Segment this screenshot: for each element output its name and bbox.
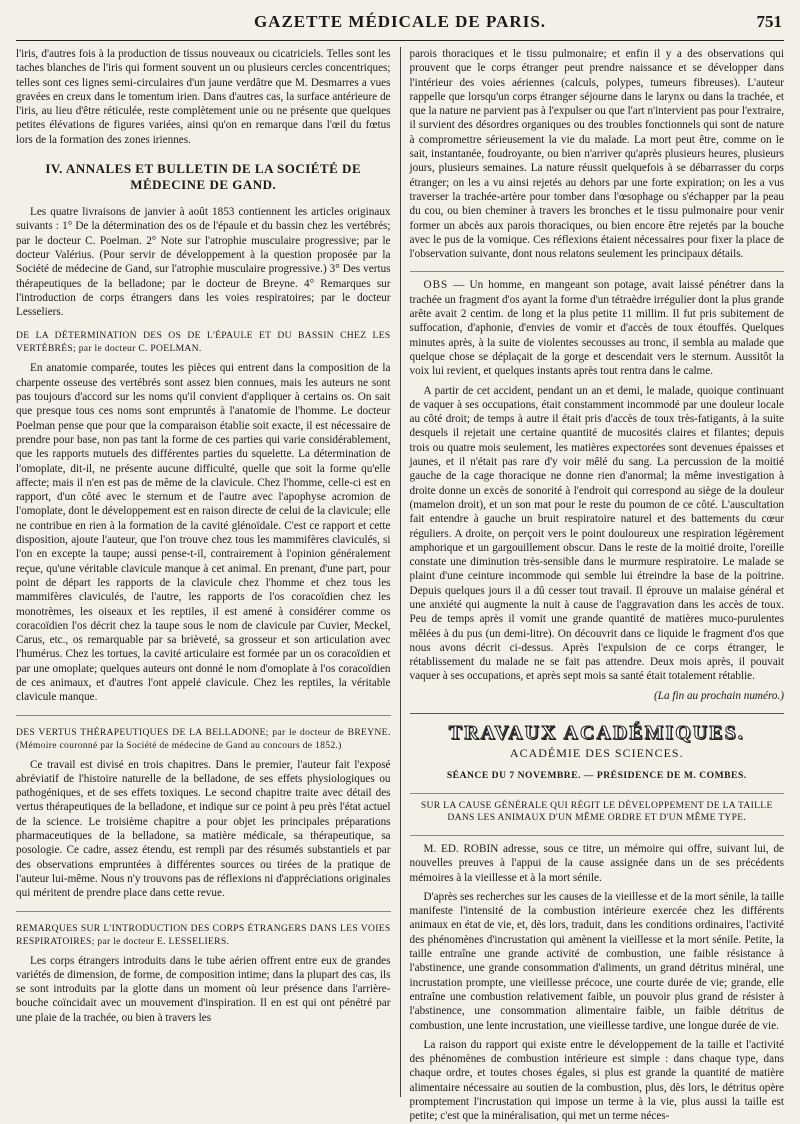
- divider: [410, 835, 785, 836]
- paragraph: La raison du rapport qui existe entre le développement de la taille et l'activité des phénomènes de combustion intérieure est simple : dans chaque type, dans chaque ordre, et toutes choses égales, si plus est grande la quantité de matière alimentaire nécessaire au soutien de la combustion, plus, dès lors, le détritus opère promptement l'incrustation qui impose un terme à la vie, plus aussi la taille est petite; c'est que la minéralisation, qui met un terme néces-: [409, 1038, 785, 1123]
- paper-title: SUR LA CAUSE GÉNÉRALE QUI RÉGIT LE DÉVELOPPEMENT DE LA TAILLE DANS LES ANIMAUX D'UN MÊME ORDRE ET D'UN MÊME TYPE.: [420, 799, 773, 824]
- two-column-body: [16, 47, 785, 1123]
- paragraph: M. ED. ROBIN adresse, sous ce titre, un mémoire qui offre, suivant lui, de nouvelles preuves à l'appui de la cause assignée dans un de ses précédents mémoires à la vieillesse et à la mort sénile.: [409, 842, 785, 884]
- divider: [410, 793, 785, 794]
- paragraph: A partir de cet accident, pendant un an et demi, le malade, quoique continuant de vaquer à ses occupations, était constamment incommodé par une douleur locale au côté droit; de temps à autre il était pris d'accès de toux très-fatigants, à la suite desquels il rejetait une certaine quantité de mucosités claires et filantes; depuis trois ou quatre mois seulement, les matières expectorées sont devenues épaisses et jaunes, et il n'était pas rare d'y voir mêlé du sang. La percussion de la moitié gauche de la cage thoracique ne donne rien d'anormal; la même investigation à droite donne un excès de sonorité à l'endroit qui correspond au siège de la douleur (mamelon droit), et un son mat pour le reste du poumon de ce côté. L'auscultation fait entendre à gauche un bruit respiratoire naturel et des battements du cœur réguliers. A droite, on perçoit vers le point douloureux une respiration légèrement amphorique et un gargouillement obscur. Dans le reste de la moitié droite, l'oreille constate une diminution très-sensible dans le murmure respiratoire. Le malade se plaint d'une ceinture incommode qui semble lui étreindre la base de la poitrine. Depuis quelques jours il a dû cesser tout travail. Il éprouve un malaise général et une anxiété qui augmente la nuit à cause de l'aggravation dans les accès de toux. Peu de temps après il vomit une grande quantité de matières muco-purulentes mêlées à du pus (un demi-litre). On découvrit dans ce liquide le fragment d'os que nous avons décrit ci-dessus. Après l'expulsion de ce corps étranger, le rétablissement du malade ne se fait pas attendre. Deux mois après, il pouvait vaquer à ses occupations, et après sept mois sa santé était totalement rétablie.: [409, 384, 785, 683]
- article-subheading: DES VERTUS THÉRAPEUTIQUES DE LA BELLADONE; par le docteur de BREYNE. (Mémoire couronné par la Société de médecine de Gand au concours de 1852.): [16, 726, 391, 751]
- left-column: [16, 47, 400, 1097]
- right-column: [401, 47, 785, 1123]
- divider: [16, 715, 391, 716]
- paragraph: Les corps étrangers introduits dans le tube aérien offrent entre eux de grandes variétés de dimension, de forme, de composition intime; dans la plupart des cas, ils se sont introduits par la glotte dans un moment où leur présence dans l'arrière-bouche coïncidait avec un mouvement d'inspiration. Il en est qui ont pénétré par une plaie de la trachée, ou bien à travers les: [16, 954, 391, 1024]
- section-banner: TRAVAUX ACADÉMIQUES.: [410, 713, 785, 740]
- paragraph: parois thoraciques et le tissu pulmonaire; et enfin il y a des observations qui prouvent que le corps étranger peut prendre naissance et se développer dans l'intérieur des voies aériennes (calculs, polypes, tumeurs fibreuses). L'auteur rappelle que lorsqu'un corps étranger séjourne dans le larynx ou dans la trachée, et que la nature ne parvient pas à l'expulser ou que l'art n'intervient pas pour l'extraire, il survient des désordres organiques ou des troubles fonctionnels qui sont de nature à compromettre sérieusement la vie du malade. La mort peut être, comme on le sait, instantanée, foudroyante, ou bien n'arriver qu'après plusieurs heures, plusieurs jours, plusieurs semaines. La nature réussit quelquefois à se débarrasser du corps étranger; on les a vu ainsi rejetés au dehors par une forte expiration; on les a vus traverser la trachée-artère pour tomber dans l'œsophage ou s'échapper par la peau du cou, ou bien cheminer à travers les bronches et le tissu pulmonaire pour venir former un abcès aux parois thoraciques, ou bien encore être rejetés par la bouche avec le pus de la vomique. Ces réflexions étaient nécessaires pour fixer la place de l'observation suivante, dont nous relatons seulement les principaux détails.: [409, 48, 785, 261]
- running-title: GAZETTE MÉDICALE DE PARIS.: [253, 12, 547, 31]
- paragraph: D'après ses recherches sur les causes de la vieillesse et de la mort sénile, la taille manifeste l'intensité de la combustion intérieure exercée chez les différents animaux en état de vie, et, dès lors, traduit, dans les conditions ordinaires, l'activité des phénomènes d'incrustation qui amènent la vieillesse et la mort sénile. Petite, la taille entraîne une grande activité de combustion, une faible résistance à l'abstinence, une grande consommation d'aliments, un grand détritus minéral, une incrustation prompte, une vieillesse précoce, une courte durée de vie; grande, elle entraîne une combustion relativement faible, un pouvoir plus grand de résister à l'abstinence, une consommation alimentaire faible, un faible détritus de combustion, une lente incrustation, une vieillesse tardive, une longue durée de vie.: [409, 890, 785, 1032]
- paragraph: En anatomie comparée, toutes les pièces qui entrent dans la composition de la charpente osseuse des vertébrés sont assez bien connues, mais les auteurs ne sont pas toujours d'accord sur les noms qu'il convient d'appliquer à certains os. On sait que presque tous ces noms sont empruntés à l'anatomie de l'homme. Le docteur Poelman pense que pour que la comparaison établie soit exacte, il est nécessaire de prendre pour base, non pas tant la forme de ces parties qui varie considérablement, que les rapports mutuels des différentes parties du squelette. La détermination de l'omoplate, dit-il, ne présente aucune difficulté, quelle que soit la forme qu'elle affecte; mais il n'en est pas de même de la clavicule. Chez l'homme, celle-ci est en rapport, d'un côté avec le sternum et de l'autre avec l'apophyse acromion de l'omoplate, dont le développement est en raison directe de celui de la clavicule; elle ne contribue en rien à la formation de la cavité glénoïdale. C'est ce rapport et cette disposition, ajoute l'auteur, que l'on trouve chez tous les mammifères claviculés, si l'on en excepte la taupe; aussi pense-t-il, contrairement à l'opinion généralement reçue, qu'une véritable clavicule manque à cet animal. En prenant, d'une part, pour point de départ les rapports de la clavicule chez l'homme et chez tous les mammifères claviculés, de l'autre, les rapports de l'os coracoïdien chez les monotrèmes, les oiseaux et les reptiles, il est amené à considérer comme os coracoïdien l'os décrit chez la taupe sous le nom de clavicule par Cuvier, Meckel, Carus, etc., os remarquable par sa brièveté, sa grosseur et son articulation avec l'humérus. Chez les tortues, la cavité articulaire est formée par un os coracoïdien et par une omoplate; quelques auteurs ont donné le nom d'omoplate à l'os coracoïdien de ces animaux, et d'autres l'ont appelé clavicule. Chez les reptiles, la véritable clavicule manque.: [16, 362, 391, 704]
- session-heading: SÉANCE DU 7 NOVEMBRE. — PRÉSIDENCE DE M. COMBES.: [446, 769, 747, 781]
- paragraph: Les quatre livraisons de janvier à août 1853 contiennent les articles originaux suivants : 1° De la détermination des os de l'épaule et du bassin chez les vertébrés; par le docteur C. Poelman. 2° Note sur l'atrophie musculaire progressive; par le docteur Valérius. (Pour servir de développement à la question proposée par la Société de médecine de Gand, sur l'atrophie musculaire progressive.) 3° Des vertus thérapeutiques de la belladone; par le docteur de Breyne. 4° Remarques sur l'introduction de corps étrangers dans les voies respiratoires; par le docteur Lesseliers.: [16, 206, 391, 319]
- observation-text: — Un homme, en mangeant son potage, avait laissé pénétrer dans la trachée un fragment d'os ayant la forme d'un tétraèdre irrégulier dont la plus grande arête avait 2 centim. de long et la plus petite 11 millim. Il fut pris subitement de suffocation, d'aphonie, d'envies de vomir et d'accès de toux étouffés. Quelques minutes après, à la suite de violentes secousses au tronc, il sembla au malade que quelque chose se déplaçait de la gorge et descendait vers le sternum. Aussitôt la voix lui revient, et quelques instants après tout rentra dans le calme.: [409, 279, 785, 378]
- paragraph: Ce travail est divisé en trois chapitres. Dans le premier, l'auteur fait l'exposé abréviatif de l'histoire naturelle de la belladone, de ses effets physiologiques ou pathogéniques, et de ses effets toxiques. Le second chapitre traite avec détail des vertus thérapeutiques de la belladone, et indique sur ce point à peu près l'état actuel de la science. Le troisième chapitre a pour objet les principales préparations pharmaceutiques de la belladone, sa matière médicale, sa thérapeutique, sa posologie. Ce cadre, assez étendu, est rempli par des résumés substantiels et par des observations empruntées à différentes sources ou tirées de la pratique de l'auteur lui-même. Nous n'y trouvons pas de réflexions ni d'appréciations originales qui méritent de prendre place dans cette revue.: [16, 758, 391, 900]
- paragraph: l'iris, d'autres fois à la production de tissus nouveaux ou cicatriciels. Telles sont les taches blanches de l'iris qui forment souvent un ou plusieurs cercles concentriques; telles sont ces lignes semi-circulaires d'un jaune verdâtre que M. Desmarres a vues gravées en creux dans le tomentum irien. Dans d'autres cas, la surface antérieure de l'iris, au lieu d'être réticulée, reste complètement unie ou ne présente que quelques petites élévations de figures variées, ainsi qu'on en remarque dans l'œil du fœtus lors de la formation des zones iriennes.: [16, 48, 391, 146]
- divider: [410, 271, 785, 272]
- obs-label: OBS: [423, 279, 449, 292]
- academy-heading: ACADÉMIE DES SCIENCES.: [509, 746, 684, 761]
- observation-paragraph: [410, 278, 785, 378]
- section-title: IV. ANNALES ET BULLETIN DE LA SOCIÉTÉ DE MÉDECINE DE GAND.: [45, 161, 362, 193]
- page-number: 751: [756, 12, 782, 31]
- article-subheading: REMARQUES SUR L'INTRODUCTION DES CORPS ÉTRANGERS DANS LES VOIES RESPIRATOIRES; par le docteur E. LESSELIERS.: [16, 922, 391, 947]
- article-subheading: DE LA DÉTERMINATION DES OS DE L'ÉPAULE ET DU BASSIN CHEZ LES VERTÉBRÉS; par le docteur C. POELMAN.: [16, 330, 391, 355]
- continued-note: (La fin au prochain numéro.): [654, 689, 785, 702]
- page-header: [16, 10, 784, 41]
- divider: [16, 911, 391, 912]
